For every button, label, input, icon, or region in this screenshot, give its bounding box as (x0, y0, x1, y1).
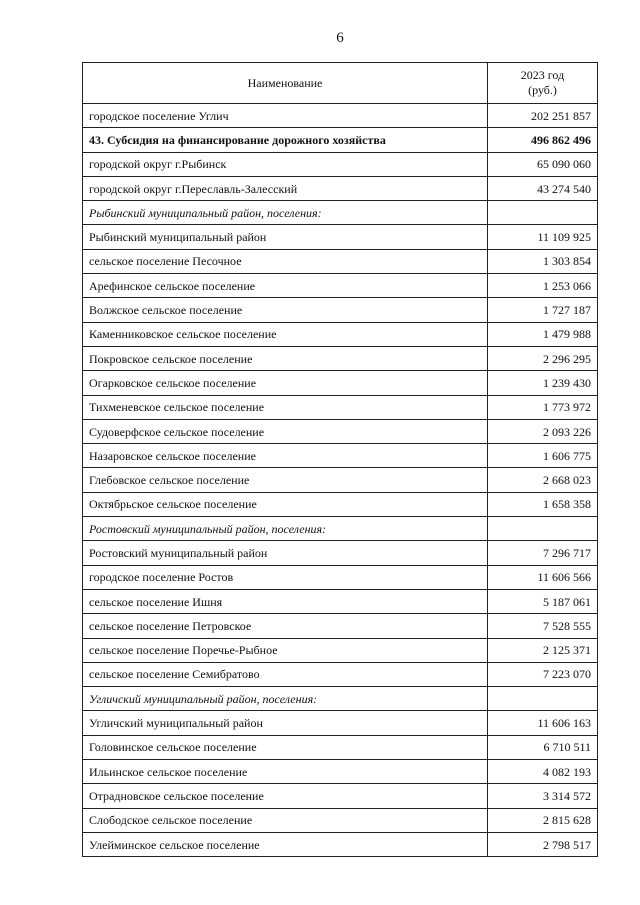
row-name: городской округ г.Переславль-Залесский (83, 176, 488, 200)
table-row (83, 176, 598, 200)
row-value: 4 082 193 (488, 760, 598, 784)
table-row (83, 735, 598, 759)
table-row (83, 662, 598, 686)
row-name: Глебовское сельское поселение (83, 468, 488, 492)
row-name: Рыбинский муниципальный район, поселения: (83, 201, 488, 225)
row-name: Арефинское сельское поселение (83, 274, 488, 298)
table-row (83, 541, 598, 565)
row-name: Каменниковское сельское поселение (83, 322, 488, 346)
table-row (83, 419, 598, 443)
row-value: 11 109 925 (488, 225, 598, 249)
row-name: Рыбинский муниципальный район (83, 225, 488, 249)
row-name: Ростовский муниципальный район, поселения: (83, 517, 488, 541)
table-row (83, 152, 598, 176)
table-row (83, 614, 598, 638)
table-header (83, 63, 598, 104)
row-value: 2 815 628 (488, 808, 598, 832)
row-value: 2 125 371 (488, 638, 598, 662)
row-value: 1 253 066 (488, 274, 598, 298)
table-row (83, 346, 598, 370)
row-value: 7 223 070 (488, 662, 598, 686)
row-value: 5 187 061 (488, 589, 598, 613)
table-row (83, 298, 598, 322)
row-name: сельское поселение Ишня (83, 589, 488, 613)
table-row (83, 565, 598, 589)
header-name: Наименование (83, 63, 488, 104)
table-row (83, 128, 598, 152)
table-row (83, 760, 598, 784)
page-number: 6 (336, 30, 344, 46)
table-row (83, 832, 598, 856)
table-row (83, 371, 598, 395)
table-row (83, 517, 598, 541)
row-value (488, 201, 598, 225)
row-name: 43. Субсидия на финансирование дорожного хозяйства (83, 128, 488, 152)
row-value: 2 296 295 (488, 346, 598, 370)
row-name: Ростовский муниципальный район (83, 541, 488, 565)
row-name: Судоверфское сельское поселение (83, 419, 488, 443)
row-name: городской округ г.Рыбинск (83, 152, 488, 176)
budget-table (82, 62, 598, 857)
row-name: Октябрьское сельское поселение (83, 492, 488, 516)
row-name: сельское поселение Петровское (83, 614, 488, 638)
table-body (83, 104, 598, 857)
table-row (83, 589, 598, 613)
row-value: 43 274 540 (488, 176, 598, 200)
row-name: городское поселение Углич (83, 104, 488, 128)
row-value: 7 528 555 (488, 614, 598, 638)
table-row (83, 225, 598, 249)
row-value: 7 296 717 (488, 541, 598, 565)
row-value: 1 727 187 (488, 298, 598, 322)
row-value: 3 314 572 (488, 784, 598, 808)
table-row (83, 322, 598, 346)
row-name: Слободское сельское поселение (83, 808, 488, 832)
table-row (83, 395, 598, 419)
row-value: 1 239 430 (488, 371, 598, 395)
header-row (83, 63, 598, 104)
table-row (83, 492, 598, 516)
row-name: Отрадновское сельское поселение (83, 784, 488, 808)
row-name: сельское поселение Поречье-Рыбное (83, 638, 488, 662)
row-value: 1 303 854 (488, 249, 598, 273)
row-name: Головинское сельское поселение (83, 735, 488, 759)
row-value: 1 773 972 (488, 395, 598, 419)
table-row (83, 249, 598, 273)
row-value: 65 090 060 (488, 152, 598, 176)
table-row (83, 201, 598, 225)
row-name: сельское поселение Семибратово (83, 662, 488, 686)
row-name: Улейминское сельское поселение (83, 832, 488, 856)
row-name: сельское поселение Песочное (83, 249, 488, 273)
table-row (83, 274, 598, 298)
row-value: 202 251 857 (488, 104, 598, 128)
row-name: Назаровское сельское поселение (83, 444, 488, 468)
table-row (83, 711, 598, 735)
row-name: Угличский муниципальный район (83, 711, 488, 735)
table-row (83, 784, 598, 808)
table-row (83, 638, 598, 662)
row-name: Огарковское сельское поселение (83, 371, 488, 395)
header-year: 2023 год (520, 68, 565, 82)
table-row (83, 468, 598, 492)
row-value: 2 093 226 (488, 419, 598, 443)
table-row (83, 104, 598, 128)
row-value: 2 668 023 (488, 468, 598, 492)
row-value: 1 658 358 (488, 492, 598, 516)
header-value (488, 63, 598, 104)
row-name: городское поселение Ростов (83, 565, 488, 589)
row-name: Тихменевское сельское поселение (83, 395, 488, 419)
row-value: 11 606 566 (488, 565, 598, 589)
table-row (83, 444, 598, 468)
table-row (83, 687, 598, 711)
row-value: 1 479 988 (488, 322, 598, 346)
table-row (83, 808, 598, 832)
row-value: 496 862 496 (488, 128, 598, 152)
row-name: Угличский муниципальный район, поселения: (83, 687, 488, 711)
row-value: 2 798 517 (488, 832, 598, 856)
header-unit: (руб.) (528, 83, 557, 97)
row-value (488, 517, 598, 541)
row-name: Ильинское сельское поселение (83, 760, 488, 784)
row-value: 6 710 511 (488, 735, 598, 759)
row-name: Покровское сельское поселение (83, 346, 488, 370)
row-value: 1 606 775 (488, 444, 598, 468)
row-value (488, 687, 598, 711)
row-name: Волжское сельское поселение (83, 298, 488, 322)
row-value: 11 606 163 (488, 711, 598, 735)
